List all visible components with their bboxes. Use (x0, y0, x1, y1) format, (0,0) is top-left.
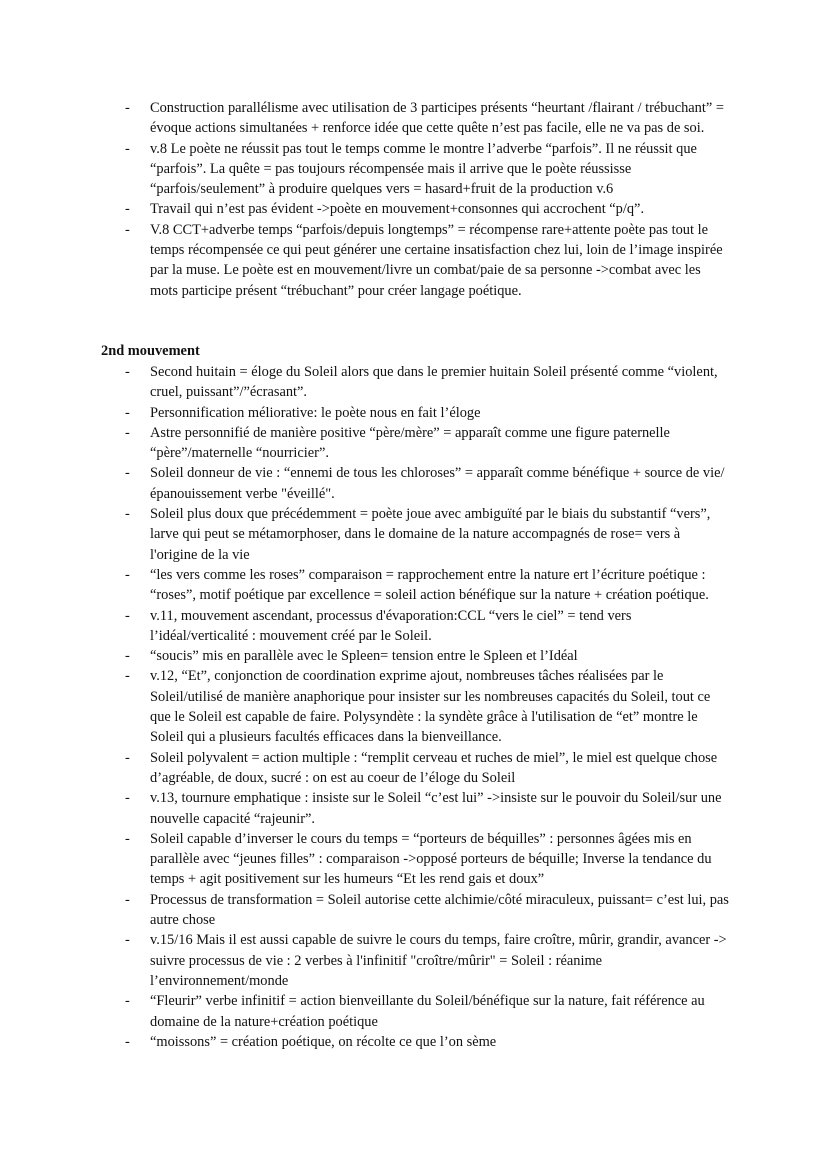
second-bullet-list (0, 362, 730, 1052)
list-item (0, 220, 730, 301)
list-item (0, 98, 730, 139)
list-item-text: Travail qui n’est pas évident ->poète en mouvement+consonnes qui accrochent “p/q”. (150, 201, 645, 218)
bullet-dash: - (125, 830, 130, 847)
list-item (0, 423, 730, 464)
bullet-dash: - (125, 566, 130, 583)
bullet-dash: - (125, 891, 130, 908)
bullet-dash: - (125, 607, 130, 624)
list-item (0, 139, 730, 200)
bullet-dash: - (125, 201, 130, 218)
list-item-text: “les vers comme les roses” comparaison = rapprochement entre la nature ert l’écriture poétique : “roses”, motif poétique par excellence = soleil action bénéfique sur la nature + création poétique. (150, 566, 709, 604)
bullet-dash: - (125, 424, 130, 441)
bullet-dash: - (125, 506, 130, 523)
list-item (0, 362, 730, 403)
list-item-text: Soleil polyvalent = action multiple : “remplit cerveau et ruches de miel”, le miel est quelque chose d’agréable, de doux, sucré : on est au coeur de l’éloge du Soleil (150, 749, 718, 786)
list-item-text: v.15/16 Mais il est aussi capable de suivre le cours du temps, faire croître, mûrir, grandir, avancer -> suivre processus de vie : 2 verbes à l'infinitif "croître/mûrir" = Soleil : réanime l’environnement/monde (150, 932, 727, 989)
list-item-text: Second huitain = éloge du Soleil alors que dans le premier huitain Soleil présenté comme “violent, cruel, puissant”/”écrasant”. (150, 364, 718, 401)
bullet-dash: - (125, 465, 130, 482)
bullet-dash: - (125, 668, 130, 685)
list-item-text: v.8 Le poète ne réussit pas tout le temps comme le montre l’adverbe “parfois”. Il ne réussit que “parfois”. La quête = pas toujours récompensée mais il arrive que le poète réussisse “parfois/seulement” à produire quelques vers = hasard+fruit de la production v.6 (150, 140, 697, 198)
list-item (0, 504, 730, 565)
list-item (0, 890, 730, 931)
bullet-dash: - (125, 790, 130, 807)
list-item (0, 748, 730, 789)
list-item-text: v.12, “Et”, conjonction de coordination exprime ajout, nombreuses tâches réalisées par le Soleil/utilisé de manière anaphorique pour insister sur les nombreuses capacités du Soleil, tout ce que le Soleil est capable de faire. Polysyndète : la syndète grâce à l'utilisation de “et” montre le Soleil qui a plusieurs facultés efficaces dans la bienveillance. (150, 668, 711, 746)
list-item-text: Soleil capable d’inverser le cours du temps = “porteurs de béquilles” : personnes âgées mis en parallèle avec “jeunes filles” : comparaison ->opposé porteurs de béquille; Inverse la tendance du temps + agit positivement sur les humeurs “Et les rend gais et doux” (150, 830, 712, 888)
list-item (0, 666, 730, 747)
list-item-text: Soleil donneur de vie : “ennemi de tous les chloroses” = apparaît comme bénéfique + source de vie/épanouissement verbe "éveillé". (150, 465, 725, 502)
list-item (0, 1032, 730, 1052)
list-item-text: “soucis” mis en parallèle avec le Spleen= tension entre le Spleen et l’Idéal (150, 648, 578, 665)
bullet-dash: - (125, 100, 130, 116)
bullet-dash: - (125, 749, 130, 766)
list-item-text: “Fleurir” verbe infinitif = action bienveillante du Soleil/bénéfique sur la nature, fait référence au domaine de la nature+création poétique (150, 993, 705, 1030)
section-heading: 2nd mouvement (101, 343, 200, 359)
list-item (0, 565, 730, 606)
list-item (0, 829, 730, 890)
list-item-text: “moissons” = création poétique, on récolte ce que l’on sème (150, 1033, 497, 1050)
bullet-dash: - (125, 364, 130, 380)
list-item (0, 646, 730, 666)
list-item-text: V.8 CCT+adverbe temps “parfois/depuis longtemps” = récompense rare+attente poète pas tout le temps récompensée ce qui peut générer une certaine insatisfaction chez lui, loin de l’image inspirée par la muse. Le poète est en mouvement/livre un combat/paie de sa personne ->combat avec les mots participe présent “trébuchant” pour créer langage poétique. (150, 221, 723, 299)
list-item (0, 788, 730, 829)
list-item (0, 199, 730, 219)
list-item-text: v.11, mouvement ascendant, processus d'évaporation:CCL “vers le ciel” = tend vers l’idéal/verticalité : mouvement créé par le Soleil. (150, 607, 632, 644)
list-item-text: Processus de transformation = Soleil autorise cette alchimie/côté miraculeux, puissant= c’est lui, pas autre chose (150, 891, 729, 929)
list-item-text: v.13, tournure emphatique : insiste sur le Soleil “c’est lui” ->insiste sur le pouvoir du Soleil/sur une nouvelle capacité “rajeunir”. (150, 790, 722, 827)
bullet-dash: - (125, 221, 130, 238)
bullet-dash: - (125, 1033, 130, 1050)
bullet-dash: - (125, 140, 130, 157)
list-item (0, 991, 730, 1032)
list-item-text: Soleil plus doux que précédemment = poète joue avec ambiguïté par le biais du substantif “vers”, larve qui peut se métamorphoser, dans le domaine de la nature accompagnés de rose= vers à l'origine de la vie (150, 506, 711, 563)
list-item-text: Construction parallélisme avec utilisation de 3 participes présents “heurtant /flairant / trébuchant” = évoque actions simultanées + renforce idée que cette quête n’est pas facile, elle ne va pas de soi. (150, 100, 724, 137)
bullet-dash: - (125, 648, 130, 665)
list-item-text: Astre personnifié de manière positive “père/mère” = apparaît comme une figure paternelle “père”/maternelle “nourricier”. (150, 424, 670, 462)
bullet-dash: - (125, 993, 130, 1010)
bullet-dash: - (125, 932, 130, 949)
list-item (0, 403, 730, 423)
first-bullet-list (0, 98, 730, 301)
list-item (0, 930, 730, 991)
list-item (0, 463, 730, 504)
list-item (0, 606, 730, 647)
bullet-dash: - (125, 404, 130, 421)
list-item-text: Personnification méliorative: le poète nous en fait l’éloge (150, 404, 481, 421)
